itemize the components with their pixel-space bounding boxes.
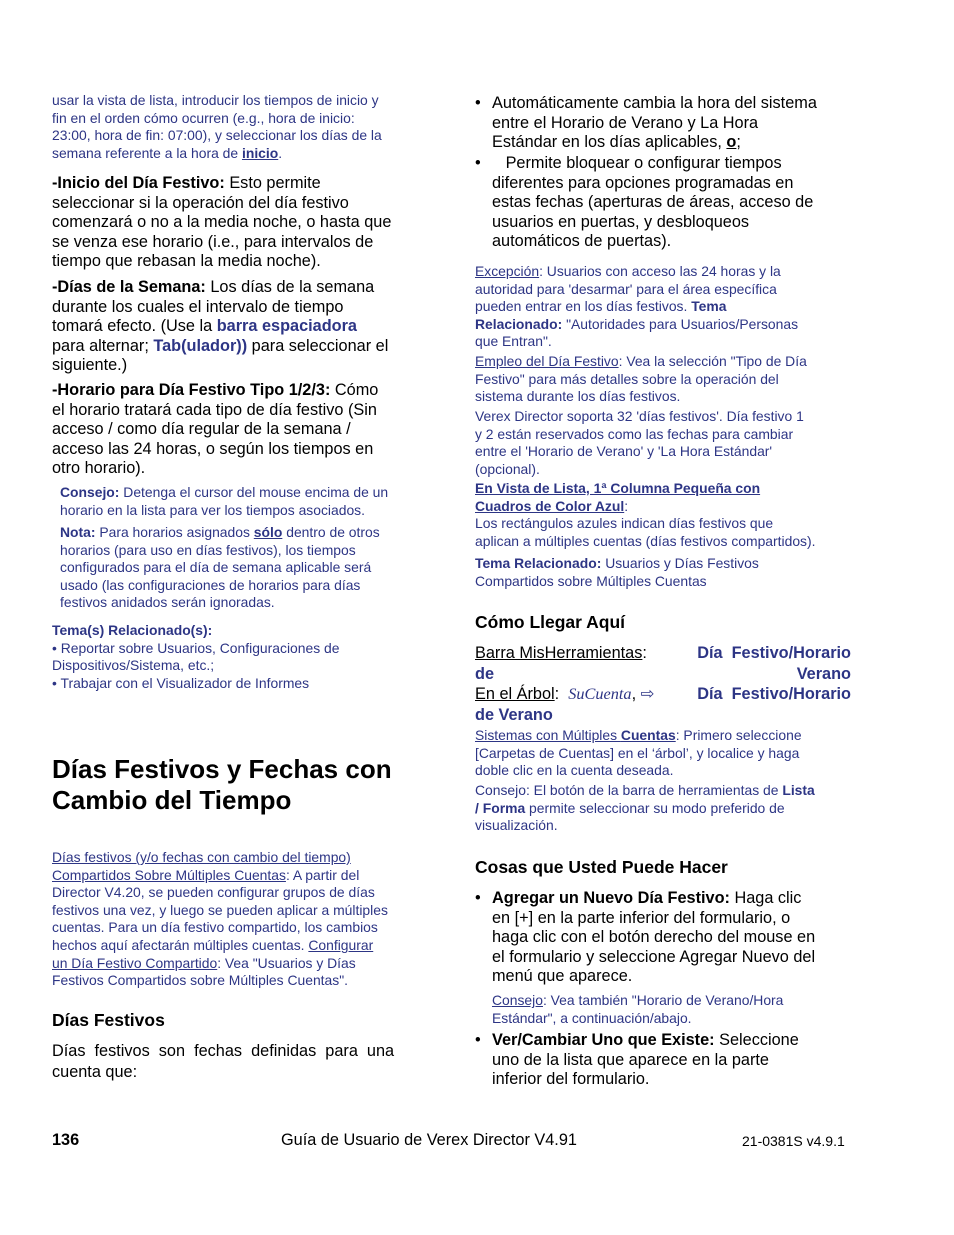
cosas-title: Cosas que Usted Puede Hacer [475, 857, 728, 877]
como-llegar-title: Cómo Llegar Aquí [475, 612, 626, 632]
tabulador-key: Tab(ulador)) [153, 336, 248, 355]
horario-tipo-item: -Horario para Día Festivo Tipo 1/2/3: Cómo el horario tratará cada tipo de día festivo (Sin acceso / como día regular de la semana / acceso las 24 horas, o según los tiempos en otro horario). [52, 381, 379, 478]
temas-relacionados [52, 622, 432, 692]
menu-dia-festivo-horario-verano[interactable]: Verano [796, 664, 851, 683]
bullet-agregar: • Agregar un Nuevo Día Festivo: Haga clic en [+] en la parte inferior del formulario, o haga clic con el botón derecho del mouse en el formulario y seleccione Agregar Nuevo del menú que aparece. [475, 889, 816, 986]
menu-dia-festivo-horario-de[interactable]: de [475, 664, 495, 683]
bullet-cambia-hora: • Automáticamente cambia la hora del sistema entre el Horario de Verano y La Hora Estándar en los días aplicables, o; [475, 94, 817, 152]
arbol-label: En el Árbol [475, 685, 555, 704]
vista-lista-paragraph: En Vista de Lista, 1ª Columna Pequeña con Cuadros de Color Azul: Los rectángulos azules indican días festivos que aplican a múltiples cuentas (días festivos compartidos). [475, 480, 855, 550]
tema-relacionado-paragraph: Tema Relacionado: Usuarios y Días Festivos Compartidos sobre Múltiples Cuentas [475, 555, 759, 589]
section-heading: Días Festivos y Fechas con Cambio del Tiempo [52, 754, 392, 815]
empleo-link[interactable]: Empleo del Día Festivo [475, 353, 619, 369]
como-llegar-section: Cómo Llegar Aquí Barra MisHerramientas: Día Festivo/Horario de Verano En el Árbol: SuCuenta, ⇨ Día Festivo/Horario de Verano [475, 612, 851, 725]
tree-dia-festivo-horario-verano[interactable]: de Verano [475, 706, 553, 725]
configurar-link-2[interactable]: un Día Festivo Compartido [52, 954, 218, 971]
intro-line: 23:00, hora de fin: 07:00), y seleccionar los días de la [52, 127, 382, 144]
arrow-icon: ⇨ [640, 685, 655, 704]
temas-label: Tema(s) Relacionado(s): [52, 622, 213, 638]
dias-festivos-section: Días Festivos Días festivos son fechas definidas para una cuenta que: [52, 1010, 428, 1082]
barra-espaciadora-key: barra espaciadora [216, 317, 357, 336]
tema-link-reportar[interactable]: • Reportar sobre Usuarios, Configuraciones de [52, 639, 340, 656]
sistemas-link[interactable]: Sistemas con Múltiples Cuentas [475, 727, 676, 743]
tree-dia-festivo-horario[interactable]: Día Festivo/Horario [697, 685, 851, 704]
vista-lista-link-2[interactable]: Cuadros de Color Azul [475, 497, 625, 514]
compartidos-paragraph: Días festivos (y/o fechas con cambio del tiempo) Compartidos Sobre Múltiples Cuentas: A partir del Director V4.20, se pueden configurar grupos de días festivos una vez, y luego se pueden aplicar a múltiples cuentas. Para un día festivo compartido, los cambios hechos aquí afectarán múltiples cuentas. Configurar un Día Festivo Compartido: Vea "Usuarios y Días Festivos Compartidos sobre Múltiples Cuentas". [52, 849, 432, 990]
vista-lista-link[interactable]: En Vista de Lista, 1ª Columna Pequeña con [475, 480, 761, 496]
intro-line: usar la vista de lista, introducir los tiempos de inicio y [52, 92, 379, 108]
tema-link-visualizador[interactable]: • Trabajar con el Visualizador de Informes [52, 674, 310, 691]
page-number: 136 [52, 1131, 80, 1149]
inicio-dia-festivo-item: -Inicio del Día Festivo: Esto permite seleccionar si la operación del día festivo comenzará o no a la media noche, o hasta que se venza ese horario (i.e., para intervalos de tiempo que rebasan la media noche). [52, 174, 392, 271]
verex-paragraph: Verex Director soporta 32 'días festivos'. Día festivo 1 y 2 están reservados como las fechas para cambiar entre el 'Horario de Verano' y 'La Hora Estándar' (opcional). [475, 408, 804, 477]
compartidos-link[interactable]: Días festivos (y/o fechas con cambio del tiempo) [52, 849, 351, 865]
sistemas-paragraph: Sistemas con Múltiples Cuentas: Primero seleccione [Carpetas de Cuentas] en el ‘árbol’, y localice y haga doble clic en la cuenta deseada. [475, 727, 802, 779]
configurar-link[interactable]: Configurar [308, 936, 374, 953]
dias-semana-item: -Días de la Semana: Los días de la semana durante los cuales el intervalo de tiempo tomará efecto. (Use la barra espaciadora para alternar; Tab(ulador)) para seleccionar el siguiente.) [52, 278, 389, 375]
intro-line: fin en el orden cómo ocurren (e.g., hora de inicio: [52, 109, 355, 126]
dias-festivos-title: Días Festivos [52, 1010, 165, 1030]
menu-dia-festivo-horario[interactable]: Día Festivo/Horario [697, 644, 851, 662]
intro-line: semana referente a la hora de inicio. [52, 144, 283, 161]
consejo-horario-verano: Consejo: Vea también "Horario de Verano/Hora Estándar", a continuación/abajo. [492, 992, 784, 1026]
inicio-link[interactable]: inicio [241, 144, 279, 161]
nota-note: Nota: Para horarios asignados sólo dentro de otros horarios (para uso en días festivos), los tiempos configurados para el día de semana aplicable será usado (las configuraciones de horarios para días festivos anidados serán ignoradas. [60, 524, 380, 611]
compartidos-link-2[interactable]: Compartidos Sobre Múltiples Cuentas [52, 866, 286, 883]
empleo-paragraph: Empleo del Día Festivo: Vea la selección "Tipo de Día Festivo" para más detalles sobre la operación del sistema durante los días festivos. [475, 353, 807, 405]
tema-link-reportar-cont[interactable]: Dispositivos/Sistema, etc.; [52, 657, 215, 674]
bullet-ver-cambiar: • Ver/Cambiar Uno que Existe: Seleccione uno de la lista que aparece en la parte inferior del formulario. [475, 1031, 799, 1089]
consejo-link[interactable]: Consejo [492, 992, 543, 1008]
excepcion-paragraph: Excepción: Usuarios con acceso las 24 horas y la autoridad para 'desarmar' para el área específica pueden entrar en los días festivos. Tema Relacionado: "Autoridades para Usuarios/Personas que Entran". [475, 263, 799, 350]
intro-paragraph [52, 92, 432, 162]
cosas-section [475, 857, 855, 878]
consejo-note: Consejo: Detenga el cursor del mouse encima de un horario en la lista para ver los tiempos asociados. [60, 484, 389, 518]
excepcion-link[interactable]: Excepción [475, 263, 540, 279]
sucuenta-node[interactable]: SuCuenta [568, 684, 632, 704]
footer-title: Guía de Usuario de Verex Director V4.91 [281, 1131, 577, 1149]
document-code: 21-0381S v4.9.1 [742, 1133, 845, 1149]
consejo-lista-forma: Consejo: El botón de la barra de herramientas de Lista / Forma permite seleccionar su modo preferido de visualización. [475, 782, 815, 834]
bullet-permite-bloquear: • Permite bloquear o configurar tiempos diferentes para opciones programadas en estas fechas (aperturas de áreas, acceso de usuarios en puertas, y desbloqueos automáticos de puertas). [475, 154, 814, 251]
barra-herramientas-label: Barra MisHerramientas [475, 644, 643, 662]
